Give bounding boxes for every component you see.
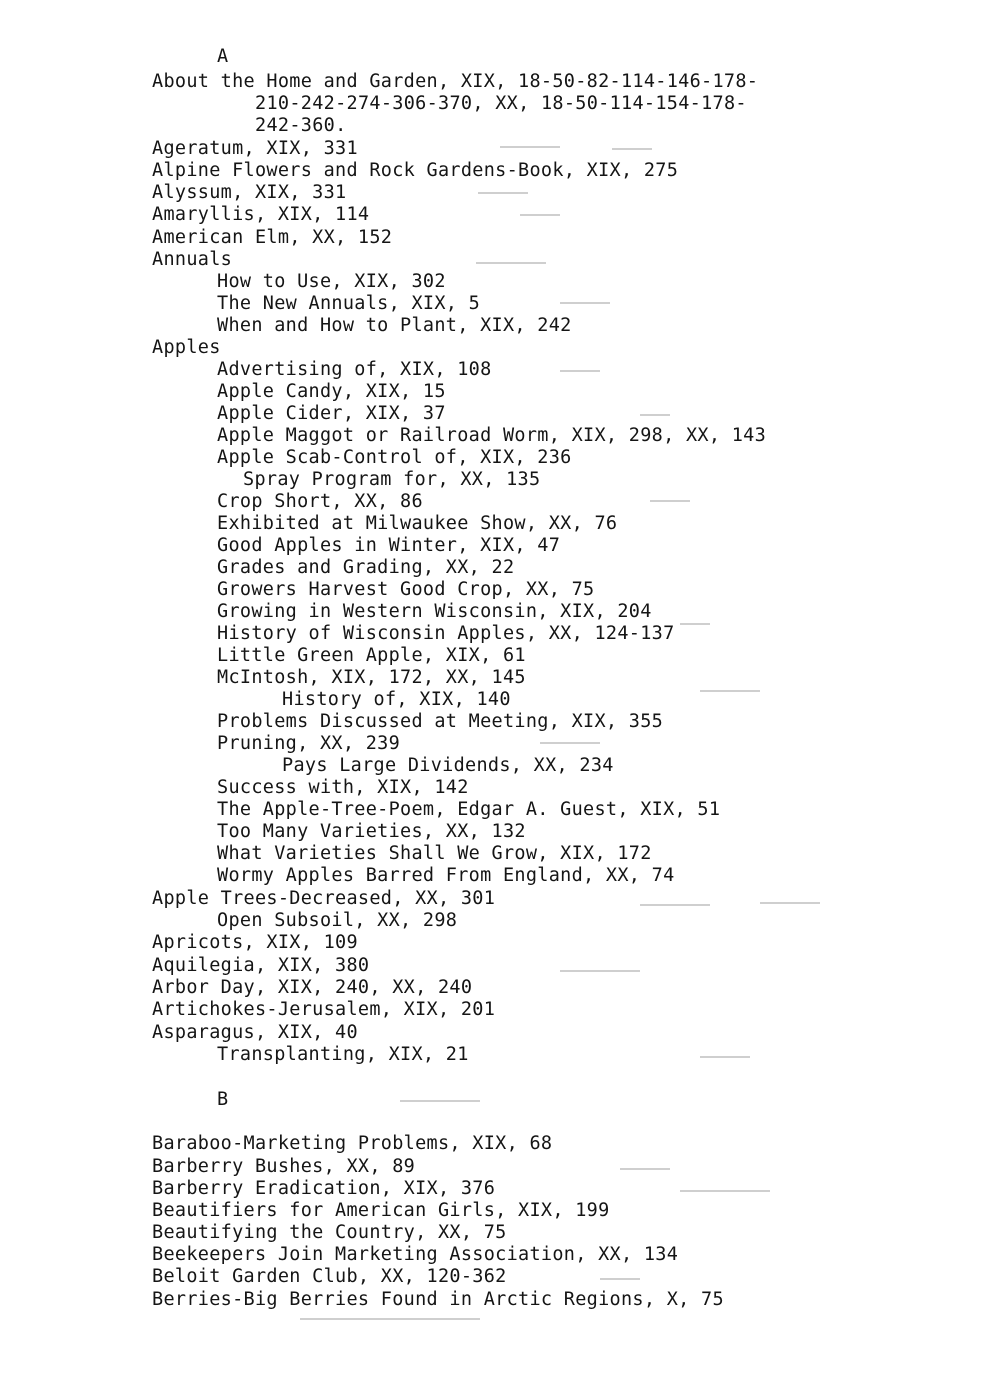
index-entry: Baraboo-Marketing Problems, XIX, 68 <box>152 1133 553 1154</box>
index-entry: Apples <box>152 337 221 358</box>
index-entry: Apricots, XIX, 109 <box>152 932 358 953</box>
index-subentry: Apple Candy, XIX, 15 <box>217 381 446 402</box>
index-entry: American Elm, XX, 152 <box>152 227 393 248</box>
index-subsubentry: Pays Large Dividends, XX, 234 <box>282 755 614 776</box>
index-entry: Artichokes-Jerusalem, XIX, 201 <box>152 999 496 1020</box>
index-subentry: Apple Cider, XIX, 37 <box>217 403 446 424</box>
index-subentry: The New Annuals, XIX, 5 <box>217 293 481 314</box>
index-subentry: Transplanting, XIX, 21 <box>217 1044 469 1065</box>
index-entry: About the Home and Garden, XIX, 18-50-82-114-146-178- <box>152 71 759 92</box>
index-entry: Barberry Eradication, XIX, 376 <box>152 1178 496 1199</box>
index-entry: Arbor Day, XIX, 240, XX, 240 <box>152 977 473 998</box>
index-subentry: When and How to Plant, XIX, 242 <box>217 315 572 336</box>
index-entry: Aquilegia, XIX, 380 <box>152 955 370 976</box>
index-entry: Amaryllis, XIX, 114 <box>152 204 370 225</box>
index-subentry: Apple Maggot or Railroad Worm, XIX, 298, XX, 143 <box>217 425 767 446</box>
index-entry: Alpine Flowers and Rock Gardens-Book, XIX, 275 <box>152 160 679 181</box>
index-subsubentry: Spray Program for, XX, 135 <box>243 469 541 490</box>
index-subentry: Too Many Varieties, XX, 132 <box>217 821 526 842</box>
index-subentry: The Apple-Tree-Poem, Edgar A. Guest, XIX, 51 <box>217 799 721 820</box>
index-entry: Ageratum, XIX, 331 <box>152 138 358 159</box>
index-subentry: Exhibited at Milwaukee Show, XX, 76 <box>217 513 618 534</box>
index-entry: Beautifiers for American Girls, XIX, 199 <box>152 1200 610 1221</box>
index-entry: Asparagus, XIX, 40 <box>152 1022 358 1043</box>
index-subentry: Problems Discussed at Meeting, XIX, 355 <box>217 711 664 732</box>
index-subentry: Grades and Grading, XX, 22 <box>217 557 515 578</box>
index-entry: Apple Trees-Decreased, XX, 301 <box>152 888 496 909</box>
index-entry: Beloit Garden Club, XX, 120-362 <box>152 1266 507 1287</box>
section-letter-b: B <box>217 1089 229 1110</box>
index-entry: Annuals <box>152 249 233 270</box>
index-entry-continuation: 242-360. <box>255 115 347 136</box>
index-subentry: Open Subsoil, XX, 298 <box>217 910 458 931</box>
index-subentry: Pruning, XX, 239 <box>217 733 401 754</box>
index-subentry: Growing in Western Wisconsin, XIX, 204 <box>217 601 652 622</box>
index-entry: Barberry Bushes, XX, 89 <box>152 1156 416 1177</box>
index-entry: Beekeepers Join Marketing Association, XX, 134 <box>152 1244 679 1265</box>
index-entry-continuation: 210-242-274-306-370, XX, 18-50-114-154-178- <box>255 93 747 114</box>
index-subentry: Apple Scab-Control of, XIX, 236 <box>217 447 572 468</box>
index-entry: Alyssum, XIX, 331 <box>152 182 347 203</box>
index-subentry: Crop Short, XX, 86 <box>217 491 423 512</box>
index-subentry: Wormy Apples Barred From England, XX, 74 <box>217 865 675 886</box>
index-subentry: Growers Harvest Good Crop, XX, 75 <box>217 579 595 600</box>
index-subentry: Success with, XIX, 142 <box>217 777 469 798</box>
index-subentry: What Varieties Shall We Grow, XIX, 172 <box>217 843 652 864</box>
index-subsubentry: History of, XIX, 140 <box>282 689 511 710</box>
index-subentry: McIntosh, XIX, 172, XX, 145 <box>217 667 526 688</box>
index-entry: Beautifying the Country, XX, 75 <box>152 1222 507 1243</box>
index-subentry: Advertising of, XIX, 108 <box>217 359 492 380</box>
index-subentry: Little Green Apple, XIX, 61 <box>217 645 526 666</box>
index-subentry: Good Apples in Winter, XIX, 47 <box>217 535 561 556</box>
index-entry: Berries-Big Berries Found in Arctic Regions, X, 75 <box>152 1289 724 1310</box>
index-subentry: How to Use, XIX, 302 <box>217 271 446 292</box>
section-letter-a: A <box>217 46 229 67</box>
index-subentry: History of Wisconsin Apples, XX, 124-137 <box>217 623 675 644</box>
